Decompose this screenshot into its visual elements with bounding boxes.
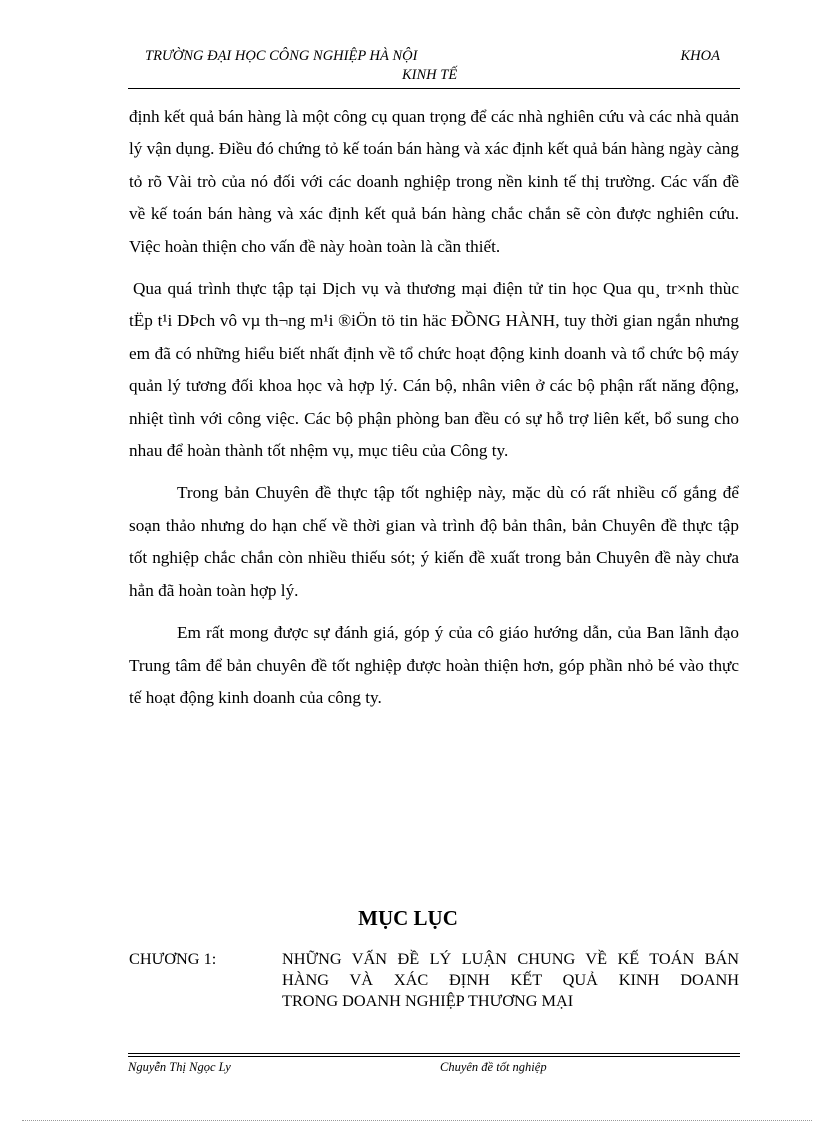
paragraph-3: Trong bản Chuyên đề thực tập tốt nghiệp này, mặc dù có rất nhiều cố gắng để soạn thảo nhưng do hạn chế về thời gian và trình độ bản thân, bản Chuyên đề thực tập tốt nghiệp chắc chắn còn nhiều thiếu sót; ý kiến đề xuất trong bản Chuyên đề này chưa hẳn đã hoàn toàn hợp lý. xyxy=(129,483,739,600)
paragraph-4: Em rất mong được sự đánh giá, góp ý của cô giáo hướng dẫn, của Ban lãnh đạo Trung tâm để bản chuyên đề tốt nghiệp được hoàn thiện hơn, góp phần nhỏ bé vào thực tế hoạt động kinh doanh của công ty. xyxy=(129,623,739,707)
footer-rule-bottom xyxy=(128,1056,740,1057)
chapter-title-line-2: HÀNG VÀ XÁC ĐỊNH KẾT QUẢ KINH DOANH xyxy=(282,970,739,989)
paragraph-2: Qua quá trình thực tập tại Dịch vụ và thương mại điện tử tin học Qua qu¸ tr×nh thùc tËp t¹i DÞch vô vµ th¬ng m¹i ®iÖn tö tin häc ĐỒNG HÀNH, tuy thời gian ngắn nhưng em đã có những hiểu biết nhất định về tổ chức hoạt động kinh doanh và tổ chức bộ máy quản lý tương đối khoa học và hợp lý. Cán bộ, nhân viên ở các bộ phận rất năng động, nhiệt tình với công việc. Các bộ phận phòng ban đều có sự hỗ trợ liên kết, bổ sung cho nhau để hoàn thành tốt nhệm vụ, mục tiêu của Công ty. xyxy=(129,279,739,461)
toc-title: MỤC LỤC xyxy=(358,906,458,930)
page-header xyxy=(128,48,740,88)
chapter-title-line-3: TRONG DOANH NGHIỆP THƯƠNG MẠI xyxy=(282,991,574,1010)
footer-rule-top xyxy=(128,1053,740,1054)
footer-author: Nguyễn Thị Ngọc Ly xyxy=(128,1060,231,1074)
chapter-prefix: CHƯƠNG 1: xyxy=(129,949,217,968)
footer-doc-type: Chuyên đề tốt nghiệp xyxy=(440,1060,547,1074)
paragraph-1: định kết quả bán hàng là một công cụ quan trọng để các nhà nghiên cứu và các nhà quản lý vận dụng. Điều đó chứng tỏ kế toán bán hàng và xác định kết quả bán hàng ngày càng tỏ rõ Vài trò của nó đối với các doanh nghiệp trong nền kinh tế thị trường. Các vấn đề về kế toán bán hàng và xác định kết quả bán hàng chắc chắn sẽ còn được nghiên cứu. Việc hoàn thiện cho vấn đề này hoàn toàn là cần thiết. xyxy=(129,107,739,256)
page-boundary xyxy=(22,1120,812,1121)
chapter-title-line-1: NHỮNG VẤN ĐỀ LÝ LUẬN CHUNG VỀ KẾ TOÁN BÁN xyxy=(282,949,739,968)
document-body xyxy=(129,101,739,714)
header-rule xyxy=(128,88,740,89)
header-faculty: KHOA xyxy=(680,48,720,64)
header-university: TRƯỜNG ĐẠI HỌC CÔNG NGHIỆP HÀ NỘI xyxy=(145,48,418,64)
toc-chapter-1[interactable] xyxy=(129,948,739,1011)
header-faculty-name: KINH TẾ xyxy=(402,67,458,83)
